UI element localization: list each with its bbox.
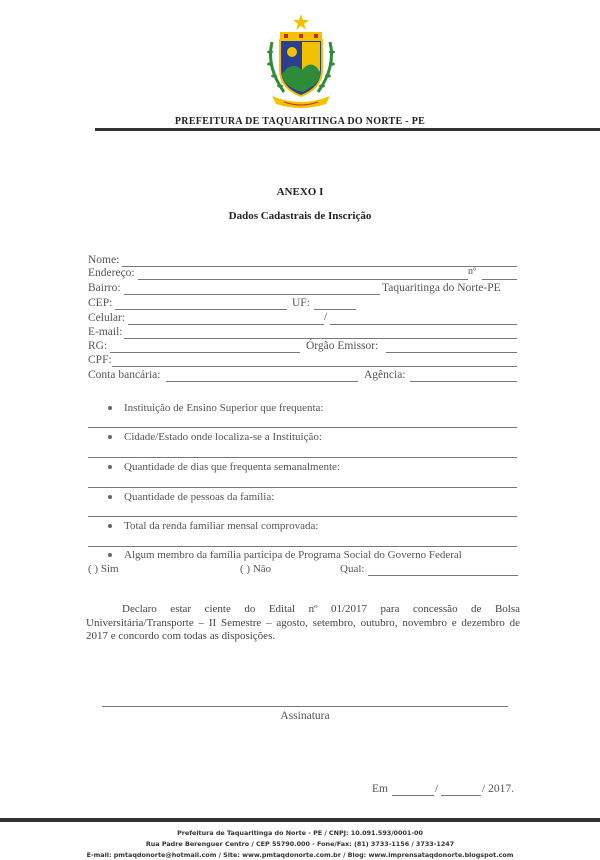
uf-label: UF: (292, 297, 310, 309)
question-answer-field[interactable] (88, 416, 517, 428)
endereco-label: Endereço: (88, 267, 135, 279)
bullet-icon (108, 495, 112, 499)
date-year: / 2017. (482, 783, 514, 795)
bairro-label: Bairro: (88, 282, 121, 294)
celular-label: Celular: (88, 312, 126, 324)
nome-label: Nome: (88, 254, 120, 266)
question-item: Cidade/Estado onde localiza-se a Instituição: (108, 431, 322, 443)
declaration-paragraph (86, 603, 520, 644)
numero-field[interactable] (482, 268, 517, 280)
form-subtitle: Dados Cadastrais de Inscrição (228, 210, 372, 222)
qual-label: Qual: (340, 563, 365, 575)
cidade-label: Taquaritinga do Norte-PE (382, 282, 501, 294)
endereco-field[interactable] (138, 268, 468, 280)
date-prefix: Em (372, 783, 388, 795)
conta-bancaria-label: Conta bancária: (88, 369, 161, 381)
question-answer-field[interactable] (88, 535, 517, 547)
nao-checkbox[interactable]: ( ) Não (240, 563, 272, 575)
sim-checkbox[interactable]: ( ) Sim (88, 563, 119, 575)
cpf-field[interactable] (112, 355, 517, 367)
question-answer-field[interactable] (88, 476, 517, 488)
date-day-field[interactable] (392, 784, 434, 796)
rg-label: RG: (88, 340, 108, 352)
bullet-icon (108, 524, 112, 528)
municipal-crest-logo (262, 12, 340, 112)
conta-bancaria-field[interactable] (166, 370, 358, 382)
orgao-emissor-field[interactable] (386, 341, 517, 353)
footer-line-1: Prefeitura de Taquaritinga do Norte - PE / CNPJ: 10.091.593/0001-00 (177, 829, 423, 837)
bullet-icon (108, 465, 112, 469)
agencia-field[interactable] (410, 370, 517, 382)
question-item: Algum membro da família participa de Programa Social do Governo Federal (108, 549, 462, 561)
cpf-label: CPF: (88, 354, 112, 366)
question-item: Instituição de Ensino Superior que frequenta: (108, 402, 323, 414)
footer-line-3: E-mail: pmtaqdonorte@hotmail.com / Site: www.pmtaqdonorte.com.br / Blog: www.imprensataqdonorte.blogspot.com (86, 851, 514, 859)
bullet-icon (108, 553, 112, 557)
email-field[interactable] (124, 327, 517, 339)
question-item: Quantidade de dias que frequenta semanalmente: (108, 461, 340, 473)
header-title: PREFEITURA DE TAQUARITINGA DO NORTE - PE (174, 116, 426, 127)
header-divider (95, 128, 600, 131)
question-item: Quantidade de pessoas da família: (108, 491, 274, 503)
cep-label: CEP: (88, 297, 113, 309)
signature-label: Assinatura (280, 710, 330, 722)
footer-line-2: Rua Padre Berenguer Centro / CEP 55790.000 - Fone/Fax: (81) 3733-1156 / 3733-1247 (145, 840, 455, 848)
celular-field-1[interactable] (128, 313, 324, 325)
rg-field[interactable] (110, 341, 300, 353)
celular-separator: / (324, 311, 328, 323)
question-item: Total da renda familiar mensal comprovada: (108, 520, 318, 532)
signature-line[interactable] (102, 706, 508, 707)
bullet-icon (108, 406, 112, 410)
email-label: E-mail: (88, 326, 123, 338)
question-answer-field[interactable] (88, 505, 517, 517)
agencia-label: Agência: (364, 369, 406, 381)
celular-field-2[interactable] (330, 313, 517, 325)
nome-field[interactable] (122, 255, 517, 267)
cep-field[interactable] (115, 298, 287, 310)
uf-field[interactable] (314, 298, 356, 310)
question-answer-field[interactable] (88, 446, 517, 458)
date-month-field[interactable] (441, 784, 481, 796)
qual-field[interactable] (368, 564, 518, 576)
declaration-text: Declaro estar ciente do Edital nº 01/2017 para concessão de Bolsa Universitária/Transporte – II Semestre – agosto, setembro, outubro, novembro e dezembro de 2017 e concordo com todas as disposições. (86, 603, 520, 642)
annex-title: ANEXO I (276, 186, 324, 198)
numero-label: nº (468, 266, 477, 277)
bullet-icon (108, 435, 112, 439)
bairro-field[interactable] (124, 283, 380, 295)
orgao-emissor-label: Órgão Emissor: (306, 340, 379, 352)
date-separator: / (435, 783, 439, 795)
footer-divider (0, 818, 600, 822)
